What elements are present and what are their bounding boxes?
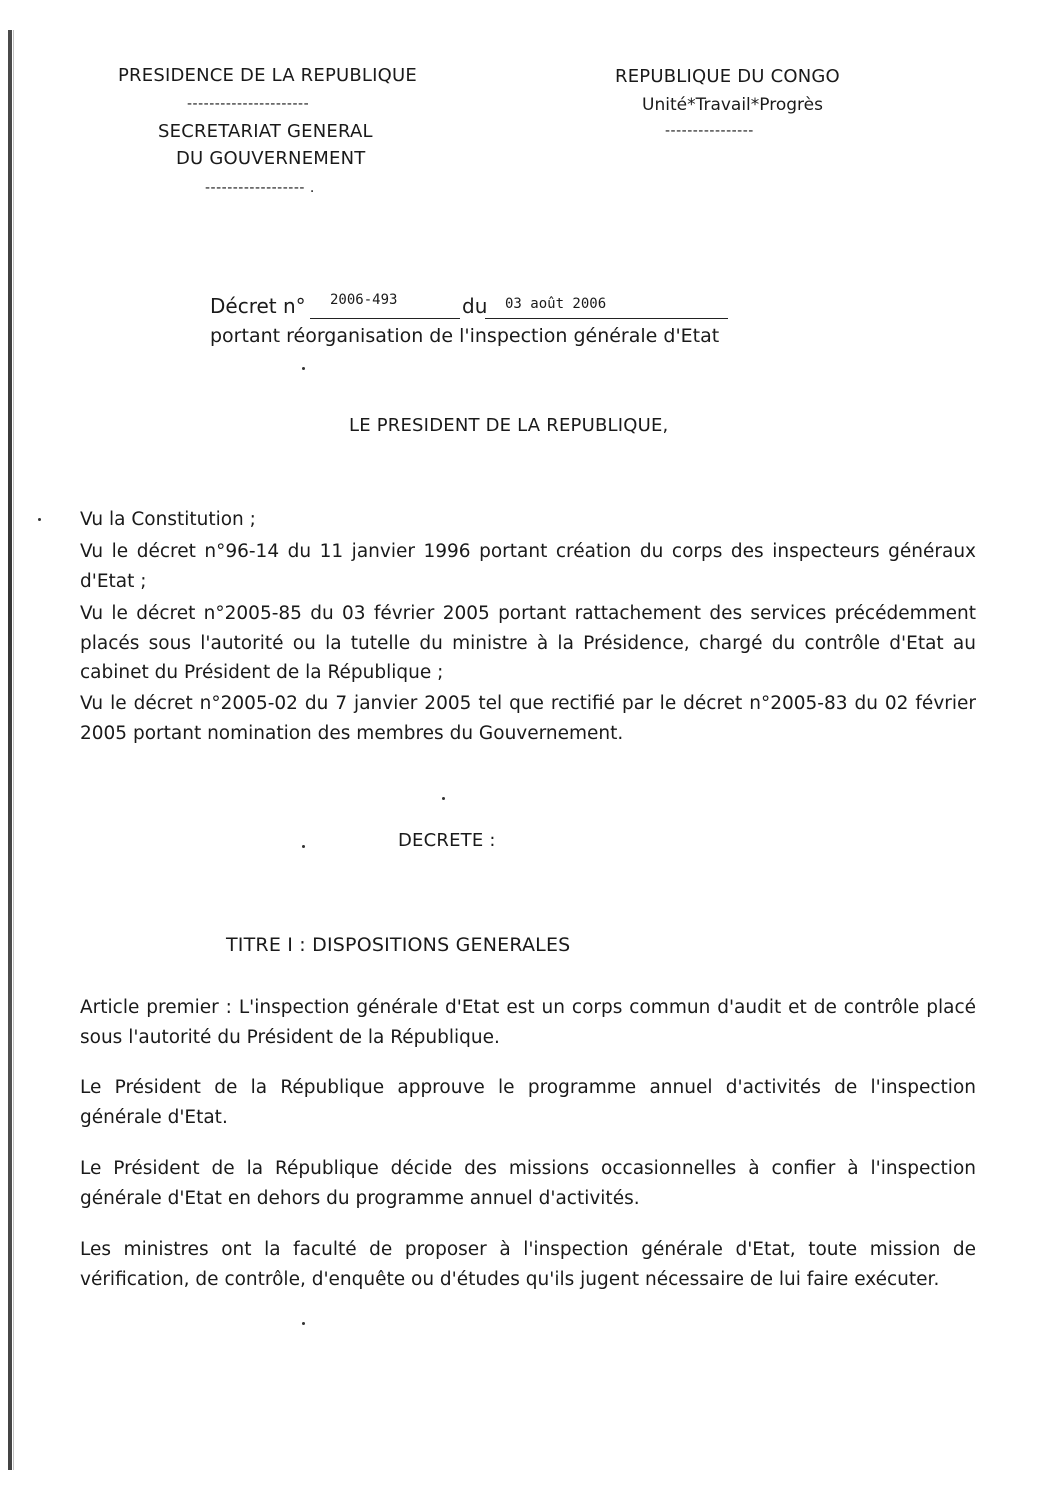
president-heading: LE PRESIDENT DE LA REPUBLIQUE, [349, 415, 669, 436]
decree-label: Décret n° [210, 294, 306, 318]
title-heading: TITRE I : DISPOSITIONS GENERALES [226, 934, 571, 956]
visa-decret-2005-85: Vu le décret n°2005-85 du 03 février 2005 portant rattachement des services précédemment placés sous l'autorité ou la tutelle du ministre à la Présidence, chargé du contrôle d'Etat au cabinet du Président de la République ; [80, 603, 976, 683]
header-presidence: PRESIDENCE DE LA REPUBLIQUE [118, 65, 417, 86]
header-gouvernement: DU GOUVERNEMENT [176, 148, 366, 169]
scan-speck [442, 797, 445, 800]
decree-number: 2006-493 [330, 292, 398, 308]
header-republique-congo: REPUBLIQUE DU CONGO [615, 66, 840, 87]
paragraph-missions-occasionnelles: Le Président de la République décide des missions occasionnelles à confier à l'inspection générale d'Etat en dehors du programme annuel d'activités. [80, 1158, 976, 1209]
paragraph-ministres: Les ministres ont la faculté de proposer à l'inspection générale d'Etat, toute mission de vérification, de contrôle, d'enquête ou d'études qu'ils jugent nécessaire de lui faire exécuter. [80, 1239, 976, 1290]
scan-speck [38, 518, 41, 521]
scan-speck [302, 367, 305, 370]
visa-constitution: Vu la Constitution ; [80, 509, 256, 530]
header-left-separator-2: ------------------ . [205, 180, 315, 196]
visa-decret-96-14: Vu le décret n°96-14 du 11 janvier 1996 portant création du corps des inspecteurs généraux d'Etat ; [80, 541, 976, 592]
header-left-separator-1: ---------------------- [187, 96, 310, 112]
paragraph-programme-annuel: Le Président de la République approuve le programme annuel d'activités de l'inspection générale d'Etat. [80, 1077, 976, 1128]
header-motto: Unité*Travail*Progrès [642, 95, 823, 115]
decree-date-underline [485, 318, 728, 319]
article-premier-label: Article premier : [80, 997, 232, 1018]
decree-date: 03 août 2006 [505, 296, 607, 312]
decree-du-label: du [462, 294, 488, 318]
scan-binding-edge [8, 30, 12, 1470]
visa-decret-2005-02: Vu le décret n°2005-02 du 7 janvier 2005 tel que rectifié par le décret n°2005-83 du 02 février 2005 portant nomination des membres du Gouvernement. [80, 693, 976, 744]
scan-binding-edge-line [13, 30, 14, 1470]
scan-speck [302, 845, 305, 848]
header-secretariat: SECRETARIAT GENERAL [158, 121, 373, 142]
header-right-separator: ---------------- [665, 123, 754, 139]
decree-number-underline [310, 318, 460, 319]
scan-speck [302, 1322, 305, 1325]
article-premier [80, 993, 976, 1052]
decree-subject: portant réorganisation de l'inspection générale d'Etat [210, 325, 720, 347]
article-premier-text: L'inspection générale d'Etat est un corps commun d'audit et de contrôle placé sous l'autorité du Président de la République. [80, 997, 976, 1048]
decrete-heading: DECRETE : [398, 830, 496, 851]
